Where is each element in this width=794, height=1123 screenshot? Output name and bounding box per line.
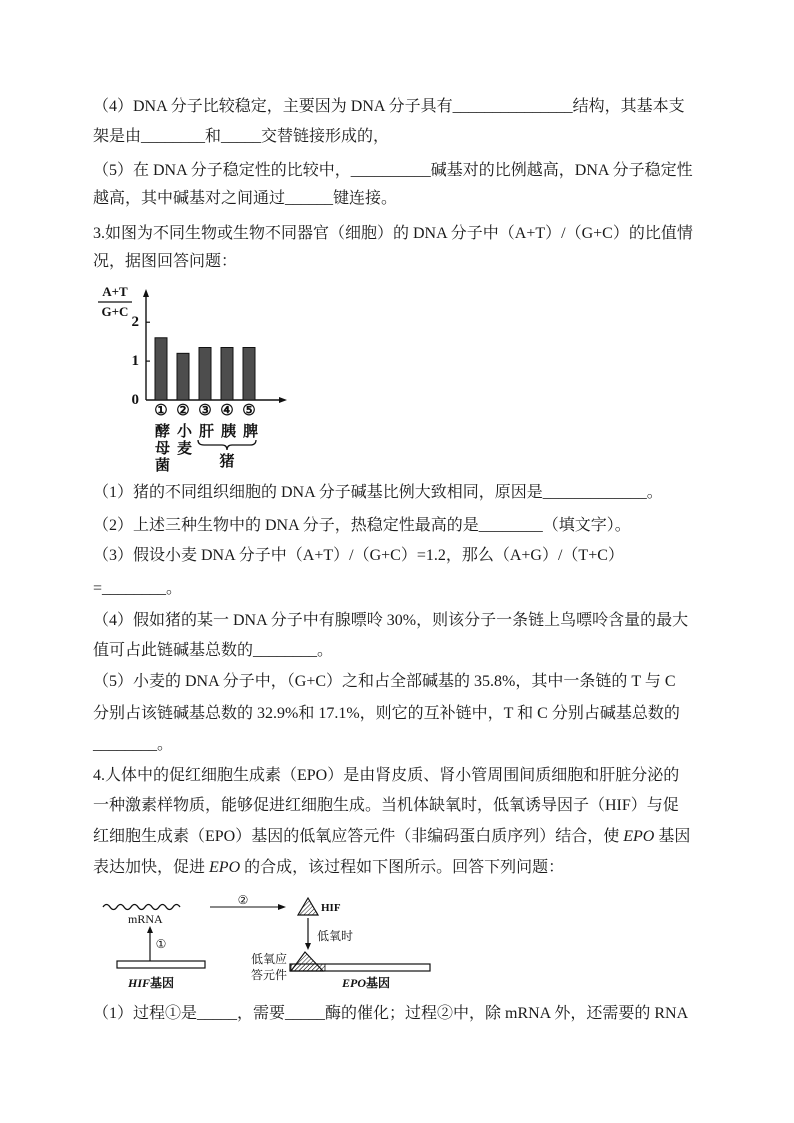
y-tick-label-1: 1 xyxy=(131,353,139,370)
group-bracket xyxy=(198,440,256,450)
q4-stem-line4 xyxy=(93,858,564,878)
mrna-wave xyxy=(103,905,180,910)
q2-part5-line2: 越高，其中碱基对之间通过______键连接。 xyxy=(93,190,398,207)
hif-gene-label-suffix: 基因 xyxy=(150,976,175,990)
hre-label-line1: 低氧应 xyxy=(251,952,288,966)
y-tick-label-0: 0 xyxy=(131,392,139,408)
epo-gene-label-italic: EPO xyxy=(342,976,366,990)
q2-part4-line1: （4）DNA 分子比较稳定，主要因为 DNA 分子具有_______________结构，其基本支 xyxy=(93,98,685,115)
bar-3 xyxy=(199,348,211,401)
q3-sub4-line2: 值可占此链碱基总数的________。 xyxy=(93,642,334,659)
hif-gene-label-italic: HIF xyxy=(128,976,151,990)
q3-sub4-line1: （4）假如猪的某一 DNA 分子中有腺嘌呤 30%，则该分子一条链上鸟嘌呤含量的最大 xyxy=(93,612,689,629)
q3-sub1: （1）猪的不同组织细胞的 DNA 分子碱基比例大致相同，原因是_____________。 xyxy=(93,484,663,501)
hif-protein-triangle xyxy=(298,898,318,915)
hif-gene-bar xyxy=(117,961,205,968)
y-axis-arrow xyxy=(143,289,149,297)
q4-stem-line3 xyxy=(93,827,690,847)
category-marker-3: ③ xyxy=(198,403,212,419)
category-label-4: 胰 xyxy=(219,423,235,440)
hypoxia-label: 低氧时 xyxy=(317,929,354,943)
category-marker-5: ⑤ xyxy=(242,403,256,419)
category-marker-4: ④ xyxy=(220,403,234,419)
step2-label: ② xyxy=(237,893,249,907)
q2-part4-line2: 架是由________和_____交替链接形成的， xyxy=(93,128,390,145)
q4-stem-line2: 一种激素样物质，能够促进红细胞生成。当机体缺氧时，低氧诱导因子（HIF）与促 xyxy=(93,797,679,814)
bar-5 xyxy=(243,348,255,401)
q3-sub2: （2）上述三种生物中的 DNA 分子，热稳定性最高的是________（填文字）。 xyxy=(93,517,631,534)
q2-part5-line1: （5）在 DNA 分子稳定性的比较中，__________碱基对的比例越高，DNA 分子稳定性 xyxy=(93,162,693,179)
q4-stem-line3-after: 基因 xyxy=(654,828,691,845)
step1-label: ① xyxy=(155,937,167,951)
q4-stem-line4-before: 表达加快，促进 xyxy=(93,859,210,876)
y-tick-label-2: 2 xyxy=(131,314,139,331)
q4-stem-line1: 4.人体中的促红细胞生成素（EPO）是由肾皮质、肾小管周围间质细胞和肝脏分泌的 xyxy=(93,767,680,784)
hif-label: HIF xyxy=(321,902,341,914)
hre-label-line2: 答元件 xyxy=(251,968,288,982)
category-marker-1: ① xyxy=(154,403,168,419)
transcription-arrow-head xyxy=(147,926,153,933)
q3-sub5-line1: （5）小麦的 DNA 分子中，（G+C）之和占全部碱基的 35.8%，其中一条链的 T 与 C xyxy=(93,673,676,690)
epo-gene-label xyxy=(341,975,390,990)
bar-1 xyxy=(155,338,167,400)
category-marker-2: ② xyxy=(176,403,190,419)
bar-2 xyxy=(177,353,189,400)
x-axis-arrow xyxy=(279,397,287,403)
q4-sub1: （1）过程①是_____，需要_____酶的催化；过程②中，除 mRNA 外，还需要的 RNA xyxy=(93,1005,689,1022)
q3-stem-line1: 3.如图为不同生物或生物不同器官（细胞）的 DNA 分子中（A+T）/（G+C）的比值情 xyxy=(93,225,693,242)
ylabel-numerator: A+T xyxy=(102,284,128,299)
bar-4 xyxy=(221,348,233,401)
ratio-bar-chart xyxy=(95,283,295,475)
category-label-1: 酵母菌 xyxy=(153,423,169,474)
q4-stem-line3-epo: EPO xyxy=(623,828,655,845)
epo-gene-label-suffix: 基因 xyxy=(366,976,391,990)
hypoxia-arrow-head xyxy=(305,943,311,950)
category-label-3: 肝 xyxy=(197,423,213,440)
q4-stem-line4-epo: EPO xyxy=(209,859,241,876)
category-label-5: 脾 xyxy=(241,423,257,440)
epo-regulation-diagram xyxy=(95,890,455,995)
q3-stem-line2: 况，据图回答问题： xyxy=(93,253,238,270)
hre-element-segment xyxy=(291,964,325,971)
q3-sub3-line2: =________。 xyxy=(93,580,183,597)
hif-gene-label xyxy=(127,975,174,990)
translation-arrow-head xyxy=(278,904,286,910)
q3-sub3-line1: （3）假设小麦 DNA 分子中（A+T）/（G+C）=1.2，那么（A+G）/（T+C） xyxy=(93,547,624,564)
ylabel-denominator: G+C xyxy=(101,304,129,319)
q3-sub5-line2: 分别占该链碱基总数的 32.9%和 17.1%，则它的互补链中，T 和 C 分别占碱基总数的 xyxy=(93,705,680,722)
q4-stem-line4-after: 的合成，该过程如下图所示。回答下列问题： xyxy=(240,859,565,876)
category-label-2: 小麦 xyxy=(175,423,191,457)
q3-sub5-line3: ________。 xyxy=(93,736,174,753)
group-label-pig: 猪 xyxy=(219,454,235,470)
mrna-label: mRNA xyxy=(128,912,163,926)
q4-stem-line3-before: 红细胞生成素（EPO）基因的低氧应答元件（非编码蛋白质序列）结合，使 xyxy=(93,828,624,845)
